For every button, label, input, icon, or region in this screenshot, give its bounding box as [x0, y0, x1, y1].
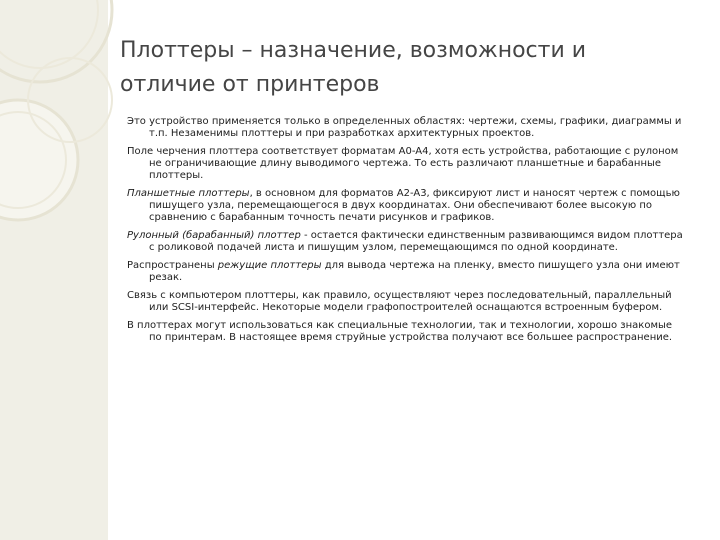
paragraph-flatbed: Планшетные плоттеры, в основном для форматов A2-A3, фиксируют лист и наносят чертеж с помощью пишущего узла, перемещающегося в двух координатах. Они обеспечивают более высокую по сравнению с барабанным точность печати рисунков и графиков.: [127, 188, 680, 223]
paragraph-drum: Рулонный (барабанный) плоттер - остается фактически единственным развивающимся видом плоттера с роликовой подачей листа и пишущим узлом, перемещающимся по одной координате.: [127, 230, 683, 253]
slide-title: Плоттеры – назначение, возможности и отличие от принтеров: [120, 38, 587, 97]
paragraph-usage: Это устройство применяется только в определенных областях: чертежи, схемы, графики, диаграммы и т.п. Незаменимы плоттеры и при разработках архитектурных проектов.: [127, 116, 682, 139]
paragraph-formats: Поле черчения плоттера соответствует форматам A0-A4, хотя есть устройства, работающие с рулоном не ограничивающие длину выводимого чертежа. То есть различают планшетные и барабанные плоттеры.: [127, 146, 679, 181]
ring-top: [0, 0, 112, 82]
paragraph-interface: Связь с компьютером плоттеры, как правило, осуществляют через последовательный, параллельный или SCSI-интерфейс. Некоторые модели графопостроителей оснащаются встроенным буфером.: [127, 290, 672, 313]
term-cutting: режущие плоттеры: [217, 260, 322, 271]
term-drum: Рулонный (барабанный) плоттер: [127, 230, 301, 241]
slide-content: [127, 116, 687, 350]
paragraph-technology: В плоттерах могут использоваться как специальные технологии, так и технологии, хорошо знакомые по принтерам. В настоящее время струйные устройства получают все большее распространение.: [127, 320, 673, 343]
term-flatbed: Планшетные плоттеры: [127, 188, 250, 199]
ring-top-inner: [0, 0, 98, 68]
paragraph-cutting: Распространены режущие плоттеры для вывода чертежа на пленку, вместо пишущего узла они имеют резак.: [127, 260, 680, 283]
